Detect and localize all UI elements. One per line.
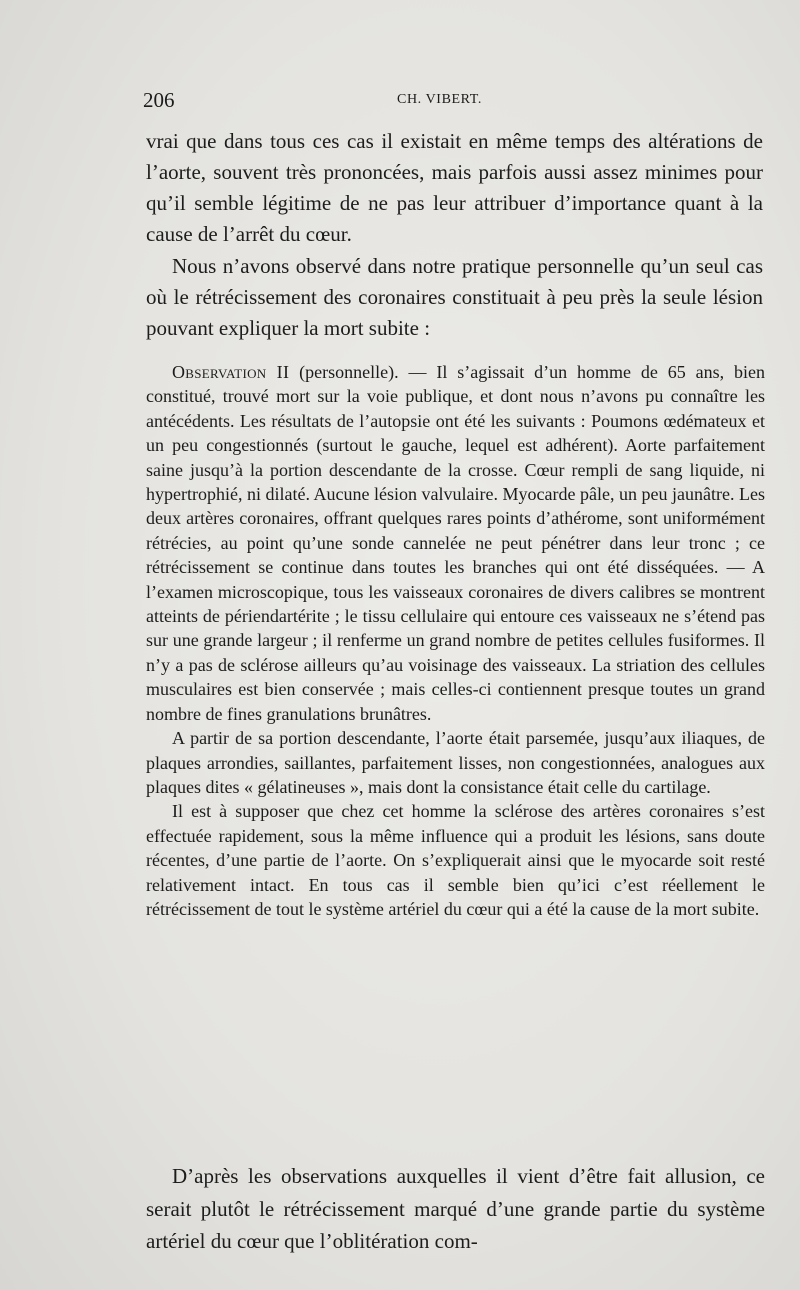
observation-paragraph-3: Il est à supposer que chez cet homme la sclérose des artères coronaires s’est effectuée rapidement, sous la même influence qui a produit les lésions, sans doute récentes, d’une partie de l’aorte. On s’expliquerait ainsi que le myocarde soit resté relativement intact. En tous cas il semble bien qu’ici c’est réellement le rétrécissement de tout le système artériel du cœur qui a été la cause de la mort subite.	[146, 801, 765, 919]
observation-text: (personnelle). — Il s’agissait d’un homme de 65 ans, bien constitué, trouvé mort sur la voie publique, et dont nous n’avons pu connaître les antécédents. Les résultats de l’autopsie ont été les suivants : Poumons œdémateux et un peu congestionnés (surtout le gauche, lequel est adhérent). Aorte parfaitement saine jusqu’à la portion descendante de la crosse. Cœur rempli de sang liquide, ni hypertrophié, ni dilaté. Aucune lésion valvulaire. Myocarde pâle, un peu jaunâtre. Les deux artères coronaires, offrant quelques rares points d’athérome, sont uniformément rétrécies, au point qu’une sonde cannelée ne peut pénétrer dans leur tronc ; ce rétrécissement se continue dans toutes les branches qui ont été disséquées. — A l’examen microscopique, tous les vaisseaux coronaires de divers calibres se montrent atteints de périendartérite ; le tissu cellulaire qui entoure ces vaisseaux ne s’étend pas sur une grande largeur ; il renferme un grand nombre de petites cellules fusiformes. Il n’y a pas de sclérose ailleurs qu’au voisinage des vaisseaux. La striation des cellules musculaires est bien conservée ; mais celles-ci contiennent presque toutes un grand nombre de fines granulations brunâtres.	[146, 362, 765, 724]
observation-paragraph-2: A partir de sa portion descendante, l’aorte était parsemée, jusqu’aux iliaques, de plaques arrondies, saillantes, parfaitement lisses, non congestionnées, analogues aux plaques dites « gélatineuses », mais dont la consistance était celle du cartilage.	[146, 728, 765, 797]
page-header	[143, 88, 763, 112]
body-paragraph-continuation: vrai que dans tous ces cas il existait en même temps des altérations de l’aorte, souvent très prononcées, mais parfois aussi assez minimes pour qu’il semble légitime de ne pas leur attribuer d’importance quant à la cause de l’arrêt du cœur.	[146, 129, 763, 247]
running-head: CH. VIBERT.	[397, 92, 482, 107]
page-number: 206	[143, 88, 175, 112]
body-paragraph-conclusion: D’après les observations auxquelles il vient d’être fait allusion, ce serait plutôt le rétrécissement marqué d’une grande partie du système artériel du cœur que l’oblitération com-	[146, 1164, 765, 1253]
body-paragraph-intro: Nous n’avons observé dans notre pratique personnelle qu’un seul cas où le rétrécissement des coronaires constituait à peu près la seule lésion pouvant expliquer la mort subite :	[146, 254, 763, 341]
observation-heading: Observation II	[172, 362, 290, 382]
observation-block	[146, 360, 765, 921]
observation-paragraph-1	[146, 360, 765, 726]
